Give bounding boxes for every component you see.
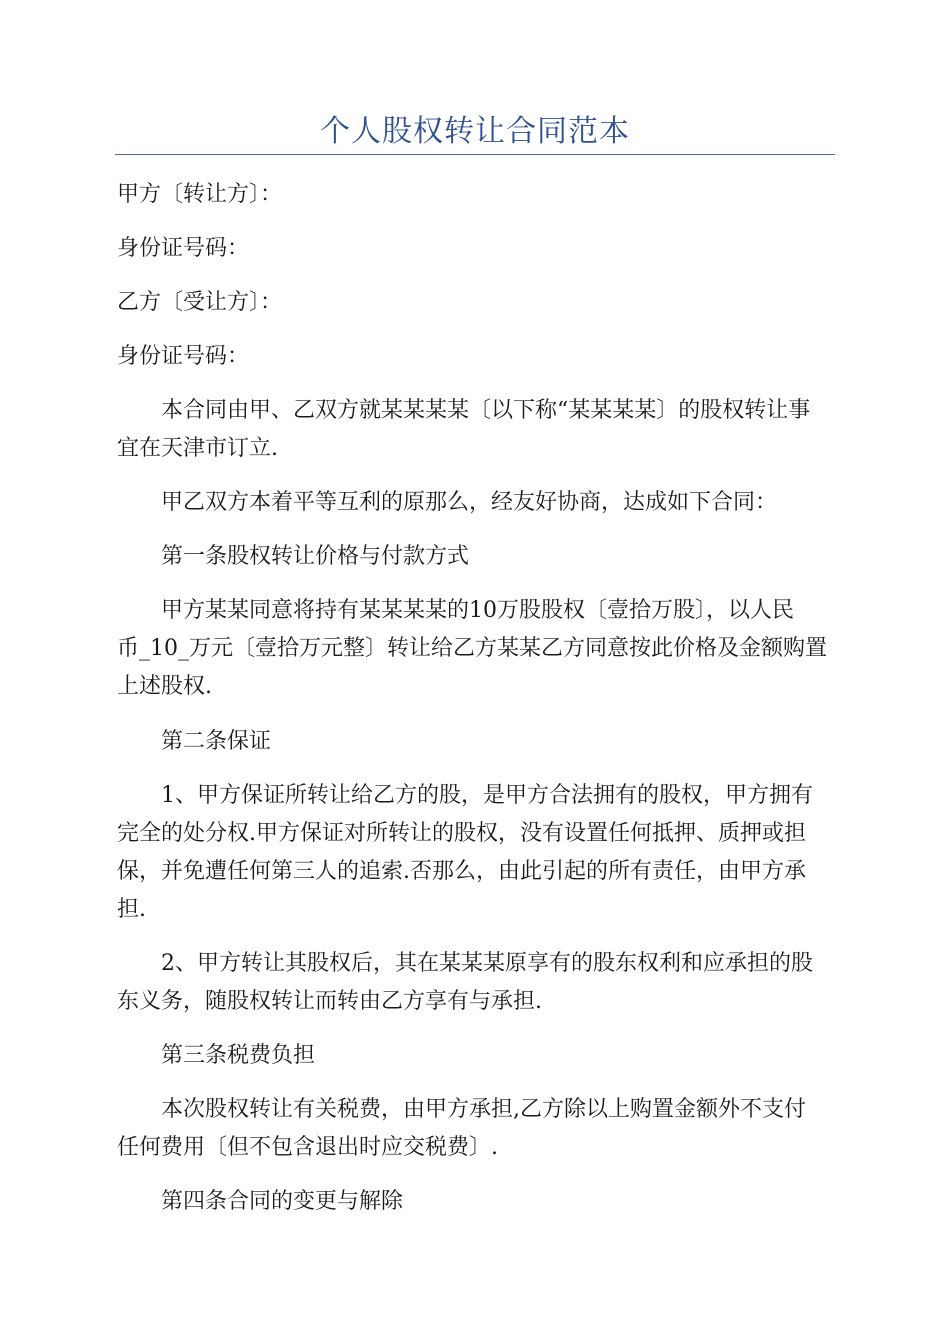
body-line: 保，并免遭任何第三人的追索.否那么，由此引起的所有责任，由甲方承 [117,859,806,884]
section-heading: 第四条合同的变更与解除 [161,1189,404,1214]
title-underline [115,154,835,155]
body-line: 东义务，随股权转让而转由乙方享有与承担. [117,989,542,1014]
body-line: 完全的处分权.甲方保证对所转让的股权，没有设置任何抵押、质押或担 [117,821,806,846]
body-line: 甲乙双方本着平等互利的原那么，经友好协商，达成如下合同： [161,490,778,515]
body-line: 宜在天津市订立. [117,436,278,461]
party-b-line: 乙方〔受让方〕： [117,290,283,315]
party-a-line: 甲方〔转让方〕： [117,182,283,207]
body-line: 币_10_万元〔壹拾万元整〕转让给乙方某某乙方同意按此价格及金额购置 [117,636,827,661]
section-heading: 第一条股权转让价格与付款方式 [161,544,470,569]
body-line: 上述股权. [117,674,212,699]
section-heading: 第二条保证 [161,729,272,754]
document-title: 个人股权转让合同范本 [320,114,630,149]
body-line: 担. [117,897,146,922]
body-line: 本次股权转让有关税费，由甲方承担,乙方除以上购置金额外不支付 [161,1097,806,1122]
body-line: 甲方某某同意将持有某某某某的10万股股权〔壹拾万股〕，以人民 [161,598,794,623]
body-line: 任何费用〔但不包含退出时应交税费〕. [117,1135,498,1160]
body-line: 2、甲方转让其股权后，其在某某某原享有的股东权利和应承担的股 [161,951,813,976]
party-a-id-line: 身份证号码： [117,236,250,261]
body-line: 本合同由甲、乙双方就某某某某〔以下称“某某某某〕的股权转让事 [161,398,811,423]
body-line: 1、甲方保证所转让给乙方的股，是甲方合法拥有的股权，甲方拥有 [161,783,813,808]
section-heading: 第三条税费负担 [161,1043,316,1068]
party-b-id-line: 身份证号码： [117,344,250,369]
